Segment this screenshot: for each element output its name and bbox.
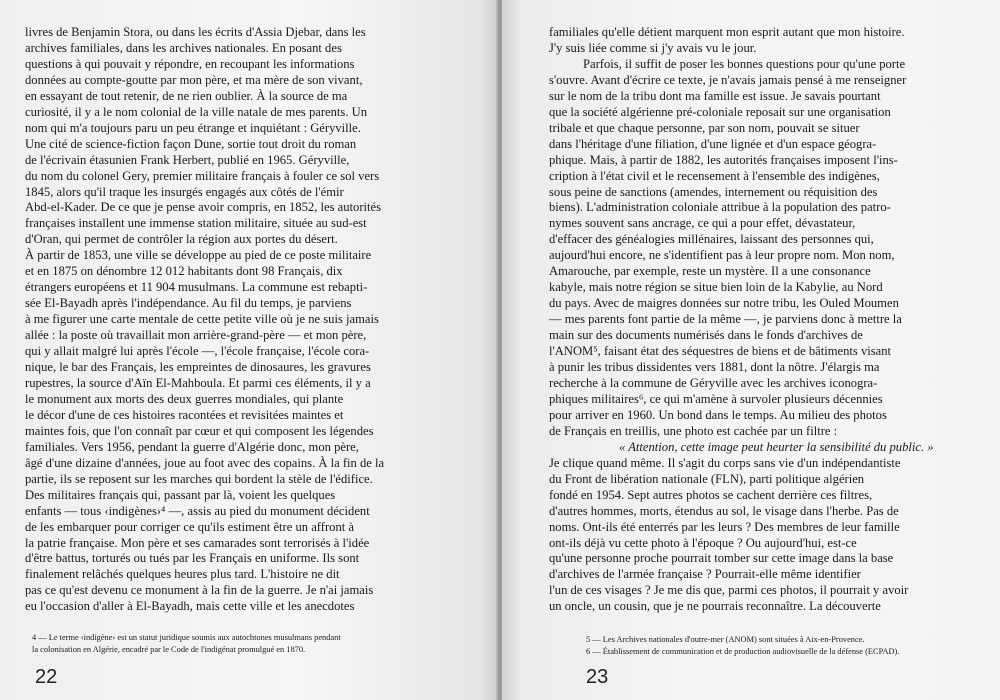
text-line: livres de Benjamin Stora, ou dans les écrits d'Assia Djebar, dans les: [25, 25, 366, 39]
text-line: le décor d'une de ces histoires racontées et revisitées maintes et: [25, 407, 344, 422]
text-line: curiosité, il y a le nom colonial de la ville natale de mes parents. Un: [25, 104, 368, 119]
text-line: dans l'héritage d'une filiation, d'une lignée et d'un espace géogra-: [549, 136, 877, 151]
text-line: le monument aux morts des deux guerres mondiales, qui plante: [25, 391, 344, 406]
text-line: françaises installent une immense station militaire, située au sud-est: [25, 216, 367, 231]
text-line: recherche à la commune de Géryville avec les archives iconogra-: [549, 375, 878, 390]
text-line: étrangers européens et 11 904 musulmans. La commune est rebapti-: [25, 280, 368, 295]
text-line: en essayant de tout retenir, de ne rien oublier. À la source de ma: [25, 88, 348, 103]
text-line: phique. Mais, à partir de 1882, les autorités françaises imposent l'ins-: [549, 152, 898, 167]
text-line: d'effacer des généalogies millénaires, laissant des personnes qui,: [549, 232, 874, 247]
text-line: l'un de ces visages ? Je me dis que, parmi ces photos, il pourrait y avoir: [549, 583, 909, 598]
text-line: Parfois, il suffit de poser les bonnes questions pour qu'une porte: [583, 56, 906, 71]
text-line: archives familiales, dans les archives nationales. En posant des: [25, 40, 342, 55]
left-footnotes: [32, 632, 341, 655]
text-line: pour arriver en 1960. Un bond dans le temps. Au milieu des photos: [549, 407, 887, 422]
text-line: s'ouvre. Avant d'écrire ce texte, je n'avais jamais pensé à me renseigner: [549, 72, 907, 87]
text-line: pas ce qu'est devenu ce monument à la fin de la guerre. Je n'ai jamais: [25, 583, 374, 598]
text-line: À partir de 1853, une ville se développe au pied de ce poste militaire: [25, 248, 372, 263]
text-line: questions à qui pouvait y répondre, en recoupant les informations: [25, 56, 355, 71]
left-body-text: [25, 25, 473, 615]
text-line: familiales. Vers 1956, pendant la guerre d'Algérie donc, mon père,: [25, 439, 359, 454]
footnote: 5 — Les Archives nationales d'outre-mer (ANOM) sont situées à Aix-en-Provence.: [586, 635, 865, 644]
text-line: âgé d'une dizaine d'années, joue au foot avec des copains. À la fin de la: [25, 455, 385, 470]
text-line: partie, ils se reposent sur les marches qui bordent la stèle de l'édifice.: [25, 471, 373, 486]
footnote: 4 — Le terme ‹indigène› est un statut juridique soumis aux autochtones musulmans pendant: [32, 633, 341, 642]
text-line: et en 1875 on dénombre 12 012 habitants dont 98 Français, dix: [25, 264, 343, 279]
text-line: tribale et que chaque personne, par son nom, pouvait se situer: [549, 120, 860, 135]
text-line: que la société algérienne pré-coloniale reposait sur une organisation: [549, 104, 891, 119]
text-line: l'ANOM⁵, faisant état des séquestres de biens et de bâtiments visant: [549, 344, 892, 359]
text-line: sée El-Bayadh après l'indépendance. Au fil du temps, je parviens: [25, 296, 352, 311]
text-line: sur le nom de la tribu dont ma famille est issue. Je savais pourtant: [549, 88, 881, 103]
text-line: du Front de libération nationale (FLN), parti politique algérien: [549, 471, 865, 486]
left-page: [0, 0, 498, 700]
text-line: de les embarquer pour corriger ce qu'ils estiment être un affront à: [25, 519, 354, 534]
footnote: 6 — Établissement de communication et de production audiovisuelle de la défense (ECPAD).: [586, 646, 900, 656]
text-line: main sur des documents numérisés dans le fonds d'archives de: [549, 328, 863, 343]
text-line: fondé en 1954. Sept autres photos se cachent derrière ces filtres,: [549, 487, 873, 502]
text-line: cription à l'état civil et le recensement à l'ensemble des indigènes,: [549, 168, 880, 183]
text-line: d'archives de l'armée française ? Pourrait-elle même identifier: [549, 567, 861, 582]
text-line: allée : la poste où travaillait mon arrière-grand-père — et mon père,: [25, 328, 367, 343]
text-line: nom qui m'a toujours paru un peu étrange et inquiétant : Géryville.: [25, 120, 361, 135]
right-page: [502, 0, 1000, 700]
text-line: familiales qu'elle détient marquent mon esprit autant que mon histoire.: [549, 25, 905, 39]
text-line: à punir les tribus dissidentes vers 1881, dont la nôtre. J'élargis ma: [549, 360, 880, 375]
text-line: données au compte-goutte par mon père, et ma mère de son vivant,: [25, 72, 363, 87]
text-line: ont-ils déjà vu cette photo à l'époque ? Ou aujourd'hui, est-ce: [549, 535, 857, 550]
warning-quote: « Attention, cette image peut heurter la sensibilité du public. »: [619, 439, 934, 454]
text-line: Une cité de science-fiction façon Dune, sortie tout droit du roman: [25, 136, 357, 151]
text-line: nique, le bar des Français, les empreintes de dinosaures, les gravures: [25, 360, 371, 375]
text-line: enfants — tous ‹indigènes›⁴ —, assis au pied du monument décident: [25, 503, 370, 518]
footnote: la colonisation en Algérie, encadré par le Code de l'indigénat promulgué en 1870.: [32, 644, 306, 654]
text-line: à me figurer une carte mentale de cette petite ville où je ne suis jamais: [25, 312, 379, 327]
text-line: sous peine de sanctions (amendes, internement ou réquisition des: [549, 184, 878, 199]
text-line: d'Oran, qui permet de contrôler la région aux portes du désert.: [25, 232, 338, 247]
right-footnotes: [586, 634, 899, 657]
text-line: biens). L'administration coloniale attribue à la population des patro-: [549, 200, 891, 215]
text-line: Je clique quand même. Il s'agit du corps sans vie d'un indépendantiste: [549, 455, 901, 470]
text-line: J'y suis liée comme si j'y avais vu le jour.: [549, 40, 757, 55]
text-line: rupestres, la source d'Aïn El-Mahboula. Et parmi ces éléments, il y a: [25, 375, 371, 390]
text-line: — mes parents font partie de la même —, je parviens donc à mettre la: [549, 312, 902, 327]
text-line: du nom du colonel Gery, premier militaire français à fouler ce sol vers: [25, 168, 380, 183]
text-line: maintes fois, que l'on connaît par cœur et qui composent les légendes: [25, 423, 374, 438]
text-line: Des militaires français qui, passant par là, voient les quelques: [25, 487, 336, 502]
text-line: de l'écrivain étasunien Frank Herbert, publié en 1965. Géryville,: [25, 152, 350, 167]
text-line: aujourd'hui encore, ne s'identifient pas à leur propre nom. Mon nom,: [549, 248, 895, 263]
text-line: la patrie française. Mon père et ses camarades sont terrorisés à l'idée: [25, 535, 370, 550]
text-line: finalement relâchés quelques heures plus tard. L'histoire ne dit: [25, 567, 340, 582]
text-line: Abd-el-Kader. De ce que je pense avoir compris, en 1852, les autorités: [25, 200, 382, 215]
text-line: noms. Ont-ils été enterrés par les leurs ? Des membres de leur famille: [549, 519, 900, 534]
text-line: qui y allait malgré lui après l'école —, l'école française, l'école cora-: [25, 344, 370, 359]
text-line: qu'une personne proche pourrait tomber sur cette image dans la base: [549, 551, 894, 566]
text-line: 1845, alors qu'il traque les insurgés engagés aux côtés de l'émir: [25, 184, 344, 199]
text-line: phiques militaires⁶, ce qui m'amène à survoler plusieurs décennies: [549, 391, 883, 406]
text-line: d'être battus, torturés ou tués par les Français en uniforme. Ils sont: [25, 551, 360, 566]
page-number-right: 23: [586, 666, 609, 688]
text-line: eu l'occasion d'aller à El-Bayadh, mais cette ville et les anecdotes: [25, 599, 355, 614]
text-line: d'autres hommes, morts, étendus au sol, le visage dans l'herbe. Pas de: [549, 503, 899, 518]
text-line: kabyle, mais notre région se situe bien loin de la Kabylie, au Nord: [549, 280, 883, 295]
text-line: nymes souvent sans ancrage, ce qui a pour effet, dévastateur,: [549, 216, 856, 231]
text-line: Amarouche, par exemple, reste un mystère. Il a une consonance: [549, 264, 871, 279]
text-line: du pays. Avec de maigres données sur notre tribu, les Ouled Moumen: [549, 296, 899, 311]
text-line: un oncle, un cousin, que je ne pourrais reconnaître. La découverte: [549, 599, 881, 614]
right-body-text: [549, 25, 979, 615]
text-line: de Français en treillis, une photo est cachée par un filtre :: [549, 423, 838, 438]
page-number-left: 22: [35, 666, 58, 688]
